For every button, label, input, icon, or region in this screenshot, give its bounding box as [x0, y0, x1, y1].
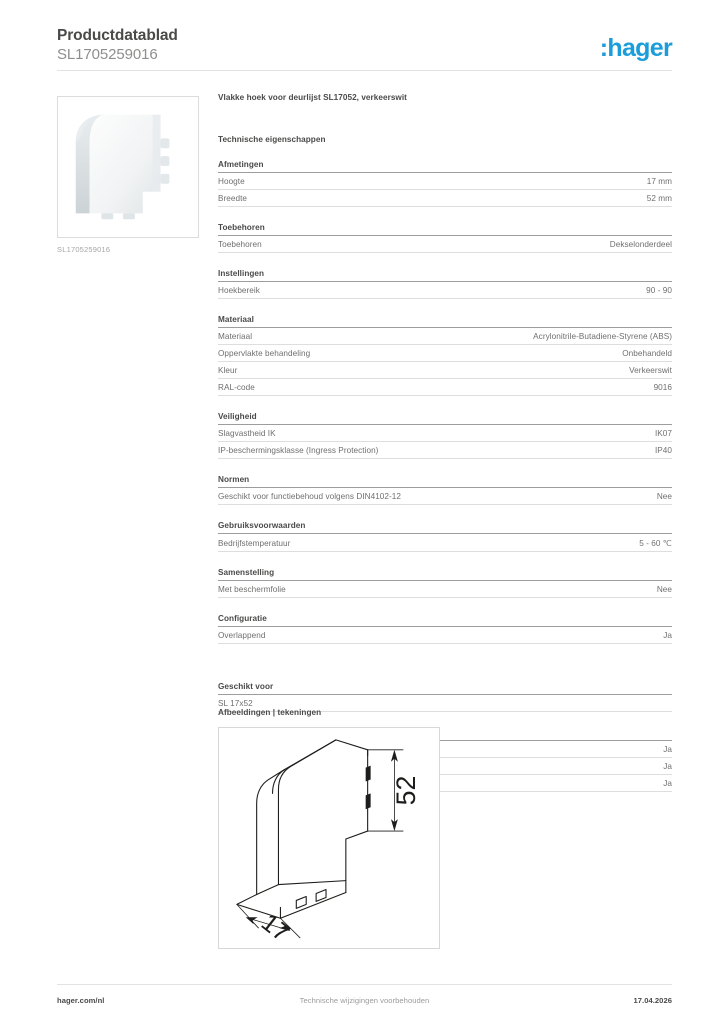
hager-logo: :hager	[599, 34, 672, 62]
technical-drawing	[219, 728, 439, 948]
technical-properties-heading: Technische eigenschappen	[218, 135, 326, 144]
spec-row-label: SL 17x52	[218, 699, 253, 708]
article-number: SL1705259016	[57, 46, 158, 63]
drawings-section	[218, 708, 672, 949]
spec-row	[218, 173, 672, 190]
footer-website[interactable]: hager.com/nl	[57, 996, 105, 1005]
spec-row-label: Toebehoren	[218, 240, 262, 249]
spec-group	[218, 160, 672, 207]
spec-row	[218, 627, 672, 644]
spec-group	[218, 315, 672, 396]
page-title: Productdatablad	[57, 27, 178, 44]
spec-group	[218, 521, 672, 552]
spec-row-label: Geschikt voor functiebehoud volgens DIN4102-12	[218, 492, 401, 501]
spec-group-title: Samenstelling	[218, 568, 672, 581]
spec-row-value: Verkeerswit	[629, 366, 672, 375]
spec-row	[218, 362, 672, 379]
spec-row-label: Hoekbereik	[218, 286, 260, 295]
spec-group-title: Afmetingen	[218, 160, 672, 173]
product-description: Vlakke hoek voor deurlijst SL17052, verkeerswit	[218, 93, 407, 102]
technical-drawing-frame	[218, 727, 440, 949]
spec-row	[218, 534, 672, 552]
product-image-frame	[57, 96, 199, 238]
spec-row	[218, 425, 672, 442]
footer-disclaimer: Technische wijzigingen voorbehouden	[299, 996, 430, 1005]
spec-group	[218, 223, 672, 253]
spec-row-label: Breedte	[218, 194, 248, 203]
spec-row-value: 5 - 60 ℃	[639, 539, 672, 548]
spec-row-value: 90 - 90	[646, 286, 672, 295]
spec-group-title: Toebehoren	[218, 223, 672, 236]
spec-row-value: IP40	[654, 446, 672, 455]
spec-group-title: Normen	[218, 475, 672, 488]
spec-group-title: Gebruiksvoorwaarden	[218, 521, 672, 534]
spec-row-value: Nee	[656, 585, 672, 594]
spec-row-value: Ja	[663, 779, 672, 788]
product-figure	[57, 96, 199, 254]
spec-row-label: Oppervlakte behandeling	[218, 349, 311, 358]
spec-group-title: Materiaal	[218, 315, 672, 328]
specifications-panel	[218, 93, 672, 792]
spec-group	[218, 614, 672, 644]
dimension-depth-label: 17	[255, 909, 295, 948]
spec-row-label: Materiaal	[218, 332, 253, 341]
spec-row	[218, 282, 672, 299]
spec-row	[218, 328, 672, 345]
spec-group	[218, 475, 672, 505]
spec-row-label: IP-beschermingsklasse (Ingress Protection)	[218, 446, 379, 455]
spec-row-label: Bedrijfstemperatuur	[218, 539, 291, 548]
spec-row-value: Dekselonderdeel	[609, 240, 672, 249]
spec-row-value: 17 mm	[646, 177, 672, 186]
spec-group-title: Veiligheid	[218, 412, 672, 425]
spec-row	[218, 190, 672, 207]
spec-group-title: Instellingen	[218, 269, 672, 282]
spec-row	[218, 379, 672, 396]
product-photo-icon	[58, 97, 198, 237]
drawings-heading: Afbeeldingen | tekeningen	[218, 708, 322, 717]
spec-row-value: Ja	[663, 745, 672, 754]
spec-group	[218, 269, 672, 299]
spec-group	[218, 568, 672, 598]
spec-row-value: Onbehandeld	[622, 349, 672, 358]
spec-row	[218, 442, 672, 459]
spec-row-label: Kleur	[218, 366, 238, 375]
header-divider	[57, 70, 672, 71]
page-header	[57, 26, 672, 74]
spec-row-value: 52 mm	[646, 194, 672, 203]
spec-row-label: Overlappend	[218, 631, 266, 640]
spec-row	[218, 236, 672, 253]
dimension-height-label: 52	[391, 775, 422, 806]
spec-row-value: Ja	[663, 762, 672, 771]
spec-row-value: Ja	[663, 631, 672, 640]
spec-row-value: Nee	[656, 492, 672, 501]
spec-group-title: Geschikt voor	[218, 682, 672, 695]
footer-divider	[57, 984, 672, 985]
spec-group	[218, 412, 672, 459]
spec-row-label: RAL-code	[218, 383, 255, 392]
footer-date: 17.04.2026	[633, 996, 672, 1005]
spec-row-label: Hoogte	[218, 177, 245, 186]
page-footer	[57, 996, 672, 1010]
spec-row-label: Met beschermfolie	[218, 585, 286, 594]
spec-row-value: IK07	[654, 429, 672, 438]
spec-row-label: Slagvastheid IK	[218, 429, 276, 438]
spec-row	[218, 581, 672, 598]
spec-row-value: Acrylonitrile-Butadiene-Styrene (ABS)	[533, 332, 672, 341]
spec-row	[218, 345, 672, 362]
spec-row	[218, 488, 672, 505]
spec-group-title: Configuratie	[218, 614, 672, 627]
product-image-caption: SL1705259016	[57, 245, 111, 254]
spec-group-list	[218, 160, 672, 792]
spec-row-value: 9016	[653, 383, 672, 392]
